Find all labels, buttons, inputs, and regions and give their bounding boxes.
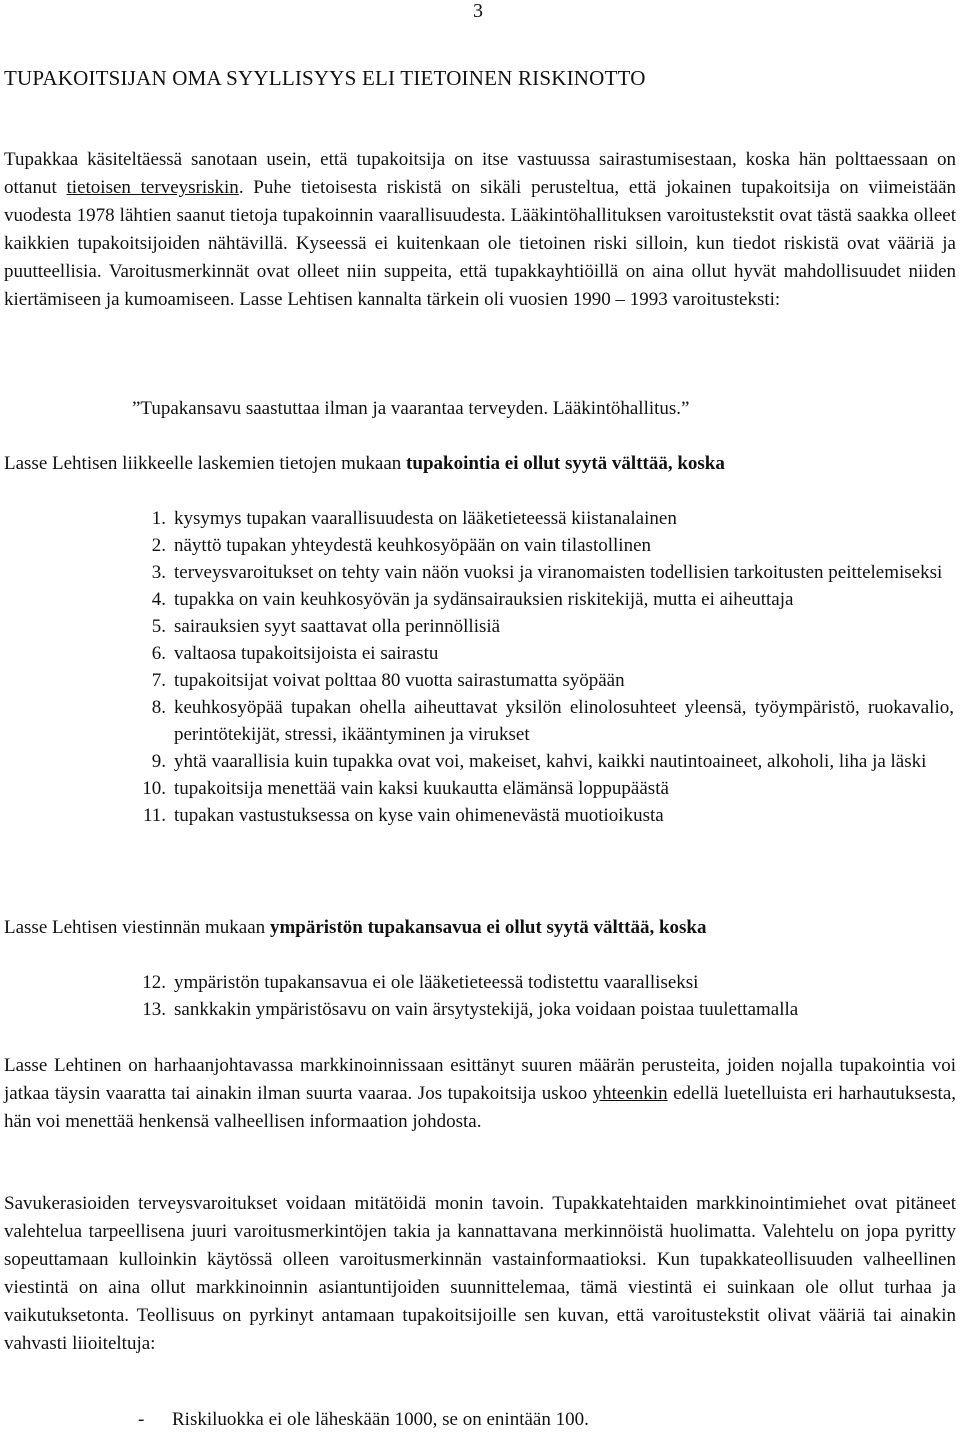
lead-paragraph-1: [4, 450, 725, 478]
body-paragraph-2: [4, 1052, 956, 1136]
list-item-number: 3.: [151, 562, 166, 583]
list-item-number: 1.: [151, 508, 166, 529]
list-item: [0, 802, 960, 829]
list-item: [0, 748, 960, 775]
list-item-number: 10.: [142, 778, 166, 799]
page-number: 3: [473, 0, 483, 22]
para-2-text-2: edellä luetelluista eri harhautuksesta, hän voi menettää henkensä valheellisen informaation johdosta.: [4, 1083, 956, 1132]
list-item-number: 12.: [142, 972, 166, 993]
list-item: [0, 505, 960, 532]
lead-paragraph-2: [4, 914, 706, 942]
lead-2-text: Lasse Lehtisen viestinnän mukaan: [4, 917, 270, 938]
list-item-text: sairauksien syyt saattavat olla perinnöllisiä: [174, 616, 501, 637]
intro-text-1: Tupakkaa käsiteltäessä sanotaan usein, että tupakoitsija on itse vastuussa sairastumisestaan, koska hän polttaessaan on ottanut: [4, 149, 956, 198]
list-item: [0, 996, 960, 1023]
intro-text-2: . Puhe tietoisesta riskistä on sikäli perusteltua, että jokainen tupakoitsija on viimeistään vuodesta 1978 lähtien saanut tietoja tupakoinnin vaarallisuudesta. Lääkintöhallituksen varoitustekstit ovat tästä saakka olleet kaikkien tupakoitsijoiden nähtävillä. Kyseessä ei kuitenkaan ole tietoinen riski silloin, kun tiedot riskistä ovat vääriä ja puutteellisia. Varoitusmerkinnät ovat olleet niin suppeita, että tupakkayhtiöillä on aina ollut hyvät mahdollisuudet niiden kiertämiseen ja kumoamiseen. Lasse Lehtisen kannalta tärkein oli vuosien 1990 – 1993 varoitusteksti:: [4, 177, 956, 310]
list-item-text: tupakka on vain keuhkosyövän ja sydänsairauksien riskitekijä, mutta ei aiheuttaja: [174, 589, 794, 610]
reasons-list: [0, 505, 960, 829]
list-item-text: tupakoitsija menettää vain kaksi kuukautta elämänsä loppupäästä: [174, 778, 669, 799]
list-item-text: sankkakin ympäristösavu on vain ärsytystekijä, joka voidaan poistaa tuulettamalla: [174, 999, 799, 1020]
list-item: [0, 613, 960, 640]
list-item-number: 4.: [151, 589, 166, 610]
list-item: [0, 559, 960, 586]
lead-1-bold: tupakointia ei ollut syytä välttää, koska: [406, 453, 725, 474]
quote: ”Tupakansavu saastuttaa ilman ja vaarantaa terveyden. Lääkintöhallitus.”: [132, 398, 690, 419]
list-item: [0, 694, 960, 748]
dash-marker: -: [138, 1409, 145, 1430]
list-item-number: 2.: [151, 535, 166, 556]
list-item-number: 11.: [142, 805, 166, 826]
intro-underlined: tietoisen terveysriskin: [66, 177, 239, 198]
dash-item-text: Riskiluokka ei ole läheskään 1000, se on enintään 100.: [172, 1409, 589, 1430]
list-item: [0, 640, 960, 667]
page-title: TUPAKOITSIJAN OMA SYYLLISYYS ELI TIETOINEN RISKINOTTO: [4, 66, 646, 90]
list-item-number: 5.: [151, 616, 166, 637]
list-item: [0, 775, 960, 802]
list-item-number: 9.: [151, 751, 166, 772]
list-item-text: valtaosa tupakoitsijoista ei sairastu: [174, 643, 439, 664]
list-item-text: terveysvaroitukset on tehty vain näön vuoksi ja viranomaisten todellisien tarkoitusten peittelemiseksi: [174, 562, 943, 583]
list-item: [0, 586, 960, 613]
list-item-text: tupakan vastustuksessa on kyse vain ohimenevästä muotioikusta: [174, 805, 664, 826]
dash-list-item: [138, 1406, 589, 1434]
list-item: [0, 532, 960, 559]
para-2-underlined: yhteenkin: [592, 1083, 668, 1104]
list-item-text: näyttö tupakan yhteydestä keuhkosyöpään on vain tilastollinen: [174, 535, 652, 556]
list-item-text: yhtä vaarallisia kuin tupakka ovat voi, makeiset, kahvi, kaikki nautintoaineet, alkoholi, liha ja läski: [174, 751, 927, 772]
list-item-text: keuhkosyöpää tupakan ohella aiheuttavat yksilön elinolosuhteet yleensä, työympäristö, ruokavalio, perintötekijät, stressi, ikääntyminen ja virukset: [174, 697, 954, 745]
list-item: [0, 667, 960, 694]
para-2-text-1: Lasse Lehtinen on harhaanjohtavassa markkinoinnissaan esittänyt suuren määrän perusteita, joiden nojalla tupakointia voi jatkaa täysin vaaratta tai ainakin ilman suurta vaaraa. Jos tupakoitsija uskoo: [4, 1055, 956, 1104]
lead-2-bold: ympäristön tupakansavua ei ollut syytä välttää, koska: [269, 917, 707, 938]
list-item-number: 6.: [151, 643, 166, 664]
list-item-number: 13.: [142, 999, 166, 1020]
list-item-text: ympäristön tupakansavua ei ole lääketieteessä todistettu vaaralliseksi: [174, 972, 699, 993]
list-item-text: tupakoitsijat voivat polttaa 80 vuotta sairastumatta syöpään: [174, 670, 625, 691]
lead-1-text: Lasse Lehtisen liikkeelle laskemien tietojen mukaan: [4, 453, 407, 474]
list-item: [0, 969, 960, 996]
intro-paragraph: [4, 146, 956, 314]
smoke-reasons-list: [0, 969, 960, 1023]
list-item-text: kysymys tupakan vaarallisuudesta on lääketieteessä kiistanalainen: [174, 508, 677, 529]
list-item-number: 8.: [151, 697, 166, 718]
list-item-number: 7.: [151, 670, 166, 691]
body-paragraph-3: Savukerasioiden terveysvaroitukset voidaan mitätöidä monin tavoin. Tupakkatehtaiden markkinointimiehet ovat pitäneet valehtelua tarpeellisena juuri varoitusmerkintöjen takia ja kannattavana merkinnöistä huolimatta. Valehtelu on jopa pyritty sopeuttamaan kulloinkin käytössä olleen varoitusmerkinnän vastainformaatioksi. Kun tupakkateollisuuden valheellinen viestintä on aina ollut markkinoinnin asiantuntijoiden suunnittelemaa, tämä viestintä ei suinkaan ole ollut turhaa ja vaikutuksetonta. Teollisuus on pyrkinyt antamaan tupakoitsijoille sen kuvan, että varoitustekstit olivat vääriä tai ainakin vahvasti liioiteltuja:: [4, 1193, 956, 1354]
